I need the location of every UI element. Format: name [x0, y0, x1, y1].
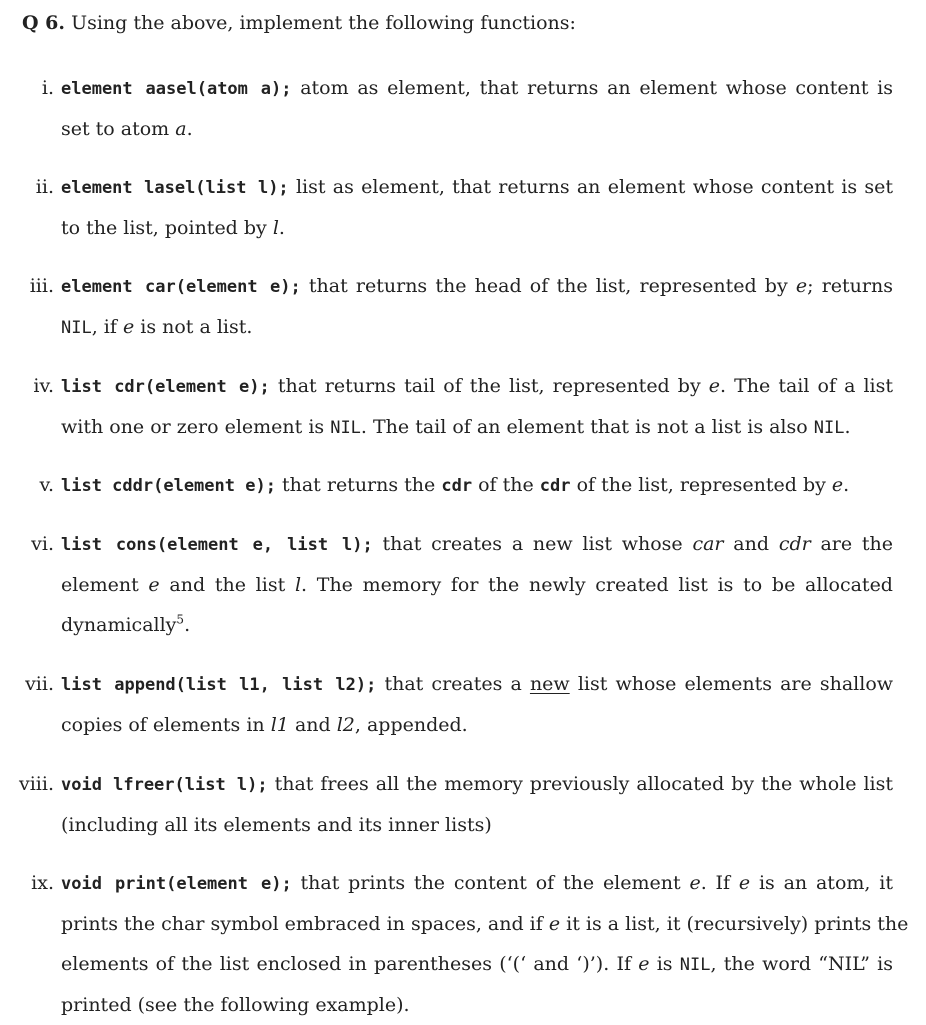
item-description: and [733, 533, 770, 555]
function-signature: list append(list l1, list l2); [61, 675, 377, 695]
math-variable: e [708, 375, 721, 397]
code-literal: NIL [813, 418, 845, 438]
item-number: vi. [31, 533, 54, 555]
math-variable: e [638, 953, 650, 975]
item-description: copies of elements in [61, 714, 265, 736]
math-variable: l2 [336, 714, 355, 736]
item-text [61, 863, 909, 1025]
item-description: . The tail of an element that is not a list is also [360, 416, 808, 438]
item-description: , the word “NIL” is [710, 953, 893, 975]
item-description: set to atom [61, 118, 170, 140]
code-literal: NIL [61, 318, 92, 338]
code-literal: NIL [679, 955, 711, 975]
item-description: of the [478, 474, 534, 496]
item-description: list as element, that returns an element whose content is set [295, 176, 894, 198]
math-variable: l [294, 574, 302, 596]
math-variable: e [548, 913, 561, 935]
code-literal: cdr [539, 476, 571, 496]
item-description: . The memory for the newly created list is to be allocated [301, 574, 893, 596]
math-variable: e [148, 574, 160, 596]
punctuation: . [186, 118, 193, 140]
item-text [61, 524, 893, 645]
item-description: are the [820, 533, 894, 555]
footnote-marker: 5 [176, 612, 185, 627]
item-description: is not a list. [140, 316, 253, 338]
item-description: . If [700, 872, 731, 894]
item-description: atom as element, that returns an element whose content is [300, 77, 893, 99]
item-description: element [61, 574, 139, 596]
function-signature: element lasel(list l); [61, 178, 289, 198]
item-text [61, 167, 893, 248]
item-description: is an atom, it [758, 872, 893, 894]
question-number: Q 6. [22, 12, 66, 34]
math-variable: e [831, 474, 844, 496]
function-signature: list cons(element e, list l); [61, 535, 373, 555]
item-text [61, 664, 893, 745]
math-variable: e [795, 275, 808, 297]
math-variable: car [692, 533, 724, 555]
punctuation: . [184, 614, 191, 636]
math-variable: l1 [270, 714, 289, 736]
math-variable: l [272, 217, 279, 239]
item-description: list whose elements are shallow [577, 673, 894, 695]
item-number: viii. [18, 773, 54, 795]
item-description: is [656, 953, 673, 975]
item-description: and the list [169, 574, 286, 596]
math-variable: e [738, 872, 751, 894]
item-description: with one or zero element is [61, 416, 325, 438]
math-variable: e [689, 872, 701, 894]
item-number: v. [39, 474, 54, 496]
item-description: , if [91, 316, 117, 338]
item-description: that creates a [384, 673, 522, 695]
item-description: ; returns [807, 275, 893, 297]
function-signature: list cddr(element e); [61, 476, 276, 496]
item-text [61, 366, 893, 448]
punctuation: . [843, 474, 850, 496]
item-description: that returns tail of the list, represented by [277, 375, 701, 397]
item-text [61, 266, 893, 348]
punctuation: . [278, 217, 285, 239]
punctuation: . [844, 416, 851, 438]
math-variable: cdr [778, 533, 811, 555]
item-number: ix. [31, 872, 54, 894]
item-description: it is a list, it (recursively) prints the [566, 913, 909, 935]
item-description: dynamically [61, 614, 177, 636]
function-signature: element aasel(atom a); [61, 79, 292, 99]
item-number: vii. [25, 673, 54, 695]
function-signature: list cdr(element e); [61, 377, 270, 397]
function-signature: void lfreer(list l); [61, 775, 268, 795]
question-heading [22, 8, 902, 38]
item-number: iv. [33, 375, 54, 397]
item-description: that prints the content of the element [300, 872, 681, 894]
function-signature: void print(element e); [61, 874, 292, 894]
function-signature: element car(element e); [61, 277, 301, 297]
item-description: of the list, represented by [576, 474, 826, 496]
item-number: ii. [35, 176, 54, 198]
item-text [61, 764, 893, 845]
item-description: to the list, pointed by [61, 217, 267, 239]
item-description: that creates a new list whose [382, 533, 683, 555]
item-description: elements of the list enclosed in parentheses (‘(‘ and ‘)’). If [61, 953, 632, 975]
item-description: that returns the head of the list, represented by [308, 275, 788, 297]
underlined-word: new [529, 673, 570, 695]
question-intro: Using the above, implement the following functions: [71, 12, 576, 34]
item-description: (including all its elements and its inner lists) [61, 814, 492, 836]
item-description: and [294, 714, 331, 736]
item-number: i. [41, 77, 54, 99]
math-variable: a [175, 118, 187, 140]
math-variable: e [122, 316, 135, 338]
item-number: iii. [29, 275, 54, 297]
item-text [61, 68, 893, 149]
item-description: that frees all the memory previously allocated by the whole list [274, 773, 893, 795]
item-description: printed (see the following example). [61, 994, 410, 1016]
item-text [61, 465, 893, 506]
item-description: . The tail of a list [720, 375, 893, 397]
code-literal: NIL [330, 418, 361, 438]
item-description: , appended. [354, 714, 468, 736]
item-description: that returns the [281, 474, 436, 496]
item-description: prints the char symbol embraced in spaces, and if [61, 913, 543, 935]
code-literal: cdr [441, 476, 473, 496]
